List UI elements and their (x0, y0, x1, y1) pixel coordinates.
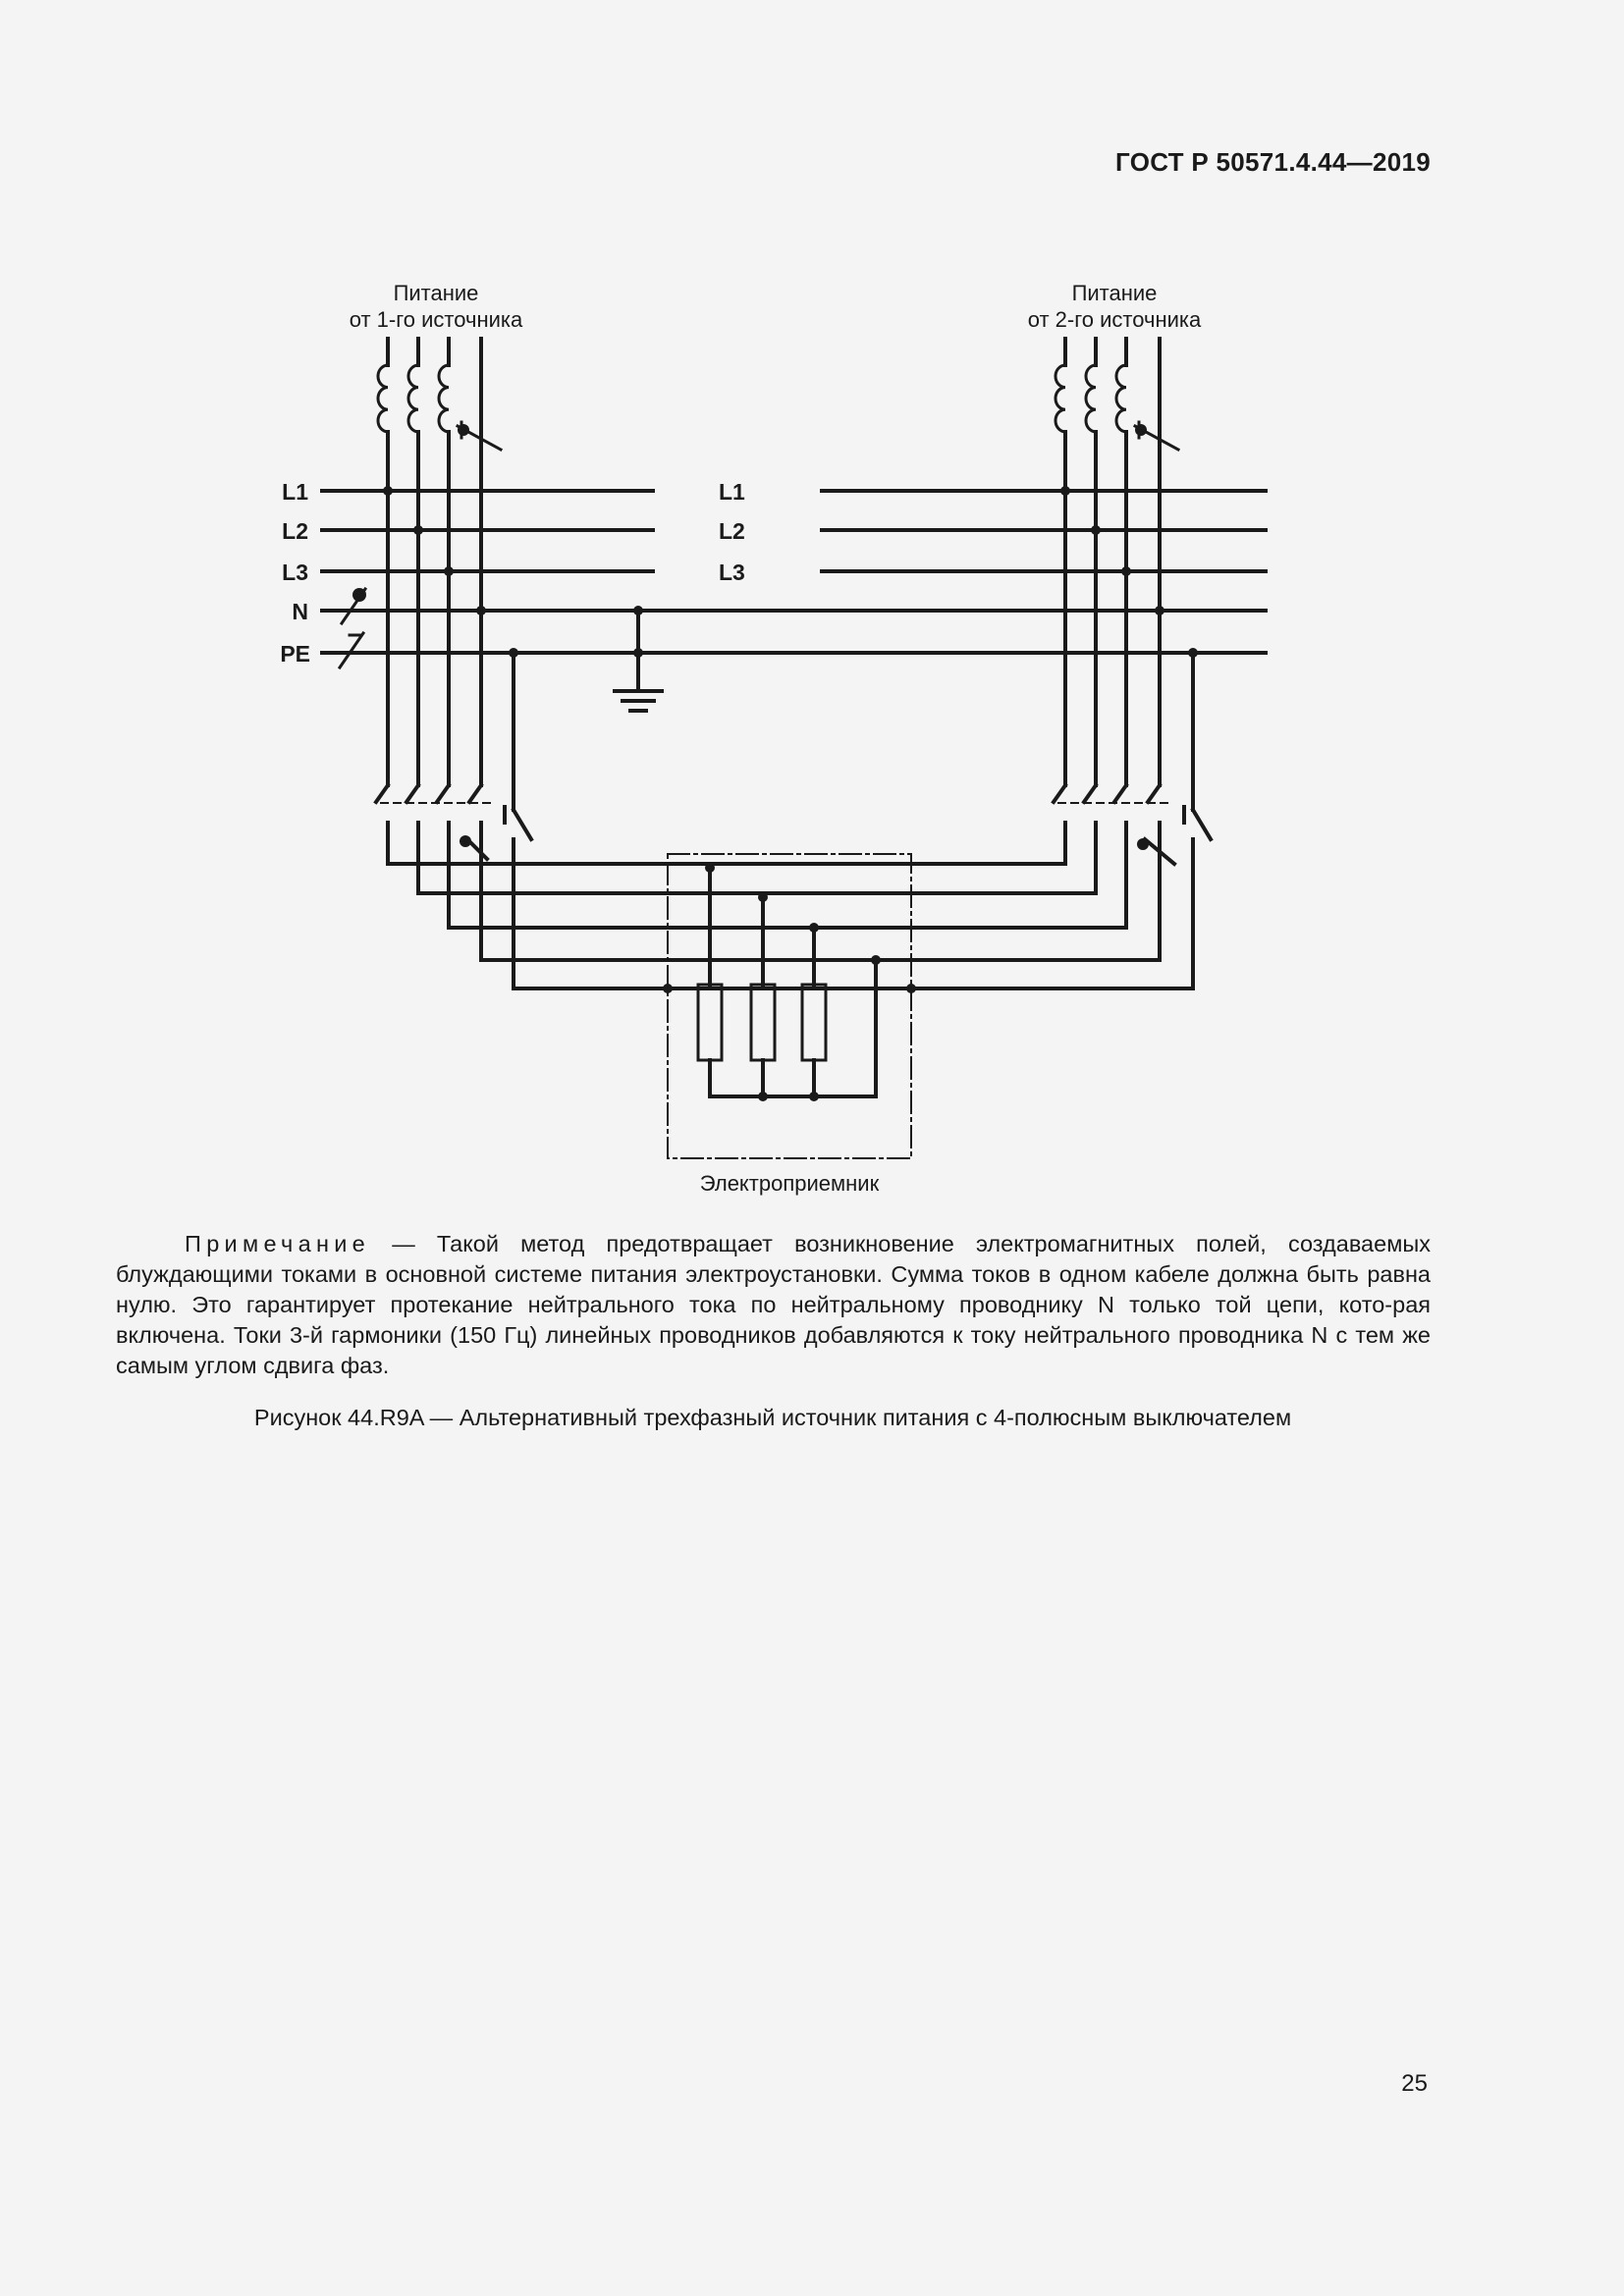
source-2-label-line1: Питание (1071, 281, 1158, 305)
source-1-label (350, 281, 523, 332)
load-label: Электроприемник (699, 1171, 880, 1196)
note-text: — Такой метод предотвращает возникновение электромагнитных полей, создаваемых блуждающими токами в основной системе питания электроустановки. Сумма токов в одном кабеле должна быть равна нулю. Это гарантирует протекание нейтрального тока по нейтральному проводнику N только той цепи, кото-рая включена. Токи 3-й гармоники (150 Гц) линейных проводников добавляются к току нейтрального проводника N с тем же самым углом сдвига фаз. (116, 1231, 1431, 1378)
note-paragraph (116, 1229, 1431, 1381)
figure-caption: Рисунок 44.R9A — Альтернативный трехфазный источник питания с 4-полюсным выключателем (253, 1405, 1292, 1430)
source-2-label-line2: от 2-го источника (1027, 307, 1202, 332)
bus-label-l1: L1 (282, 479, 308, 505)
document-header: ГОСТ Р 50571.4.44—2019 (1115, 147, 1431, 177)
load-feeders (388, 864, 1193, 988)
source-1-label-line1: Питание (393, 281, 479, 305)
resistor-3 (802, 985, 826, 1060)
bus-labels-left (280, 479, 310, 667)
page-number: 25 (1401, 2070, 1428, 2097)
resistor-2 (751, 985, 775, 1060)
bus-label-l2: L2 (282, 518, 308, 544)
load-internals (698, 864, 876, 1096)
bus-label-middle-l3: L3 (719, 560, 745, 585)
note-lead: Примечание (185, 1231, 371, 1256)
source-1-label-line2: от 1-го источника (349, 307, 523, 332)
bus-labels-middle (719, 479, 745, 585)
bus-label-n: N (292, 599, 308, 624)
ground-symbol (615, 611, 662, 711)
source-1-breaker (376, 785, 531, 988)
bus-label-pe: PE (280, 641, 310, 667)
bus-label-middle-l2: L2 (719, 518, 745, 544)
source-2-label (1028, 281, 1202, 332)
bus-label-l3: L3 (282, 560, 308, 585)
bus-label-middle-l1: L1 (719, 479, 745, 505)
source-2-breaker (1054, 785, 1211, 988)
resistor-1 (698, 985, 722, 1060)
